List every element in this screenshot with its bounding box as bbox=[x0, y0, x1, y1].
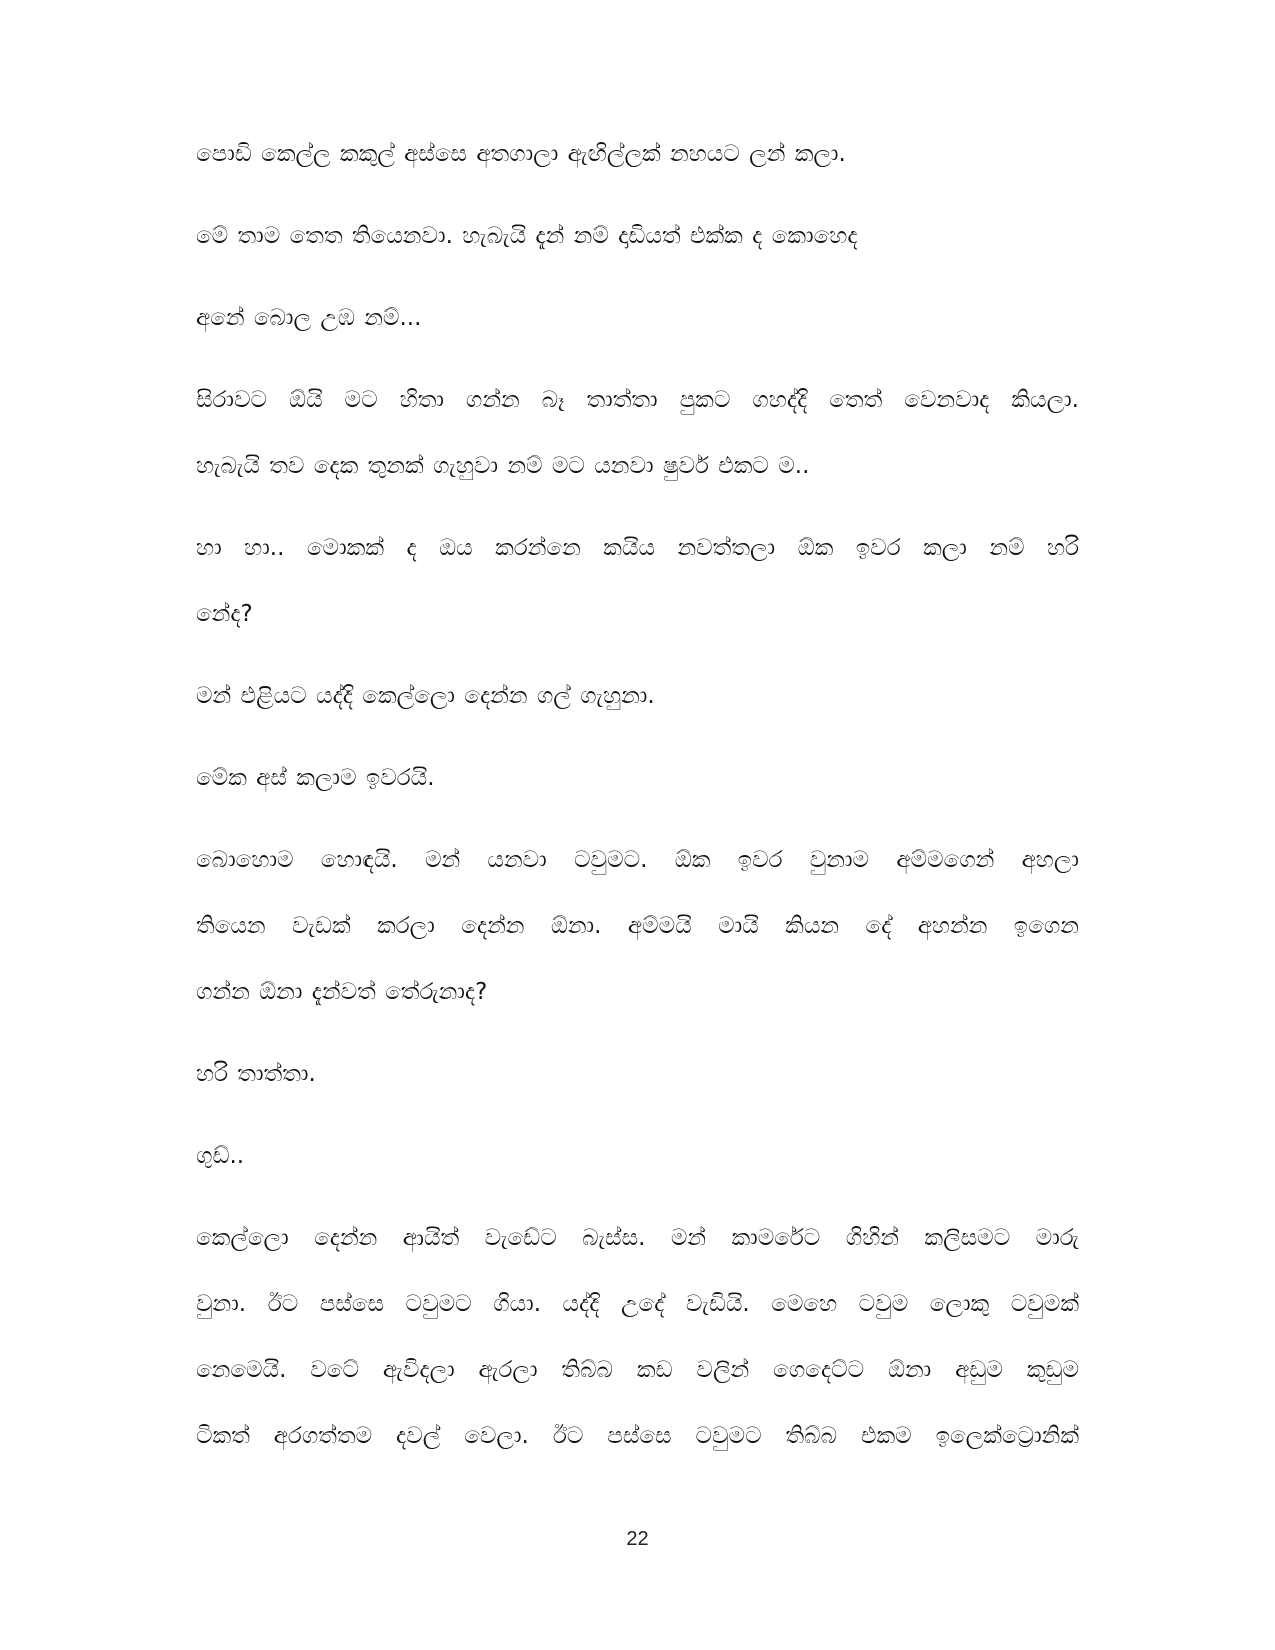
text-line: හරි තාත්තා. bbox=[196, 1061, 316, 1087]
text-line: ගුඩ්.. bbox=[196, 1143, 245, 1169]
text-line: තියෙන වැඩක් කරලා දෙන්න ඕනා. අම්මයි මායි කියන දේ අහන්න ඉගෙන bbox=[196, 913, 1079, 939]
body-text bbox=[196, 138, 1079, 1452]
text-line: ගන්න ඕනා දැන්වත් තේරුනාද? bbox=[196, 979, 488, 1005]
text-line: බොහොම හොඳයි. මන් යනවා ටවුමට. ඕක ඉවර වුනාම අම්මගෙන් අහලා bbox=[196, 847, 1079, 873]
page-number: 22 bbox=[626, 1528, 649, 1550]
text-line: හා හා.. මොකක් ද ඔය කරන්නෙ කයිය නවත්තලා ඕක ඉවර කලා නම් හරි bbox=[196, 535, 1079, 561]
text-line: කෙල්ලො දෙන්න ආයිත් වැඩේට බැස්ස. මන් කාමරේට ගිහින් කලිසමට මාරු bbox=[196, 1225, 1079, 1251]
text-line: අනේ බොල උඹ නම්... bbox=[196, 305, 422, 331]
text-line: හැබැයි තව දෙක තුනක් ගැහුවා නම් මට යනවා ෂුවර් එකට ම.. bbox=[196, 453, 810, 479]
text-line: වුනා. ඊට පස්සෙ ටවුමට ගියා. යද්දි උදේ වැඩියි. මෙහෙ ටවුම ලොකු ටවුමක් bbox=[196, 1291, 1079, 1317]
text-line: නෙමෙයි. වටේ ඇවිදලා ඇරලා තිබ්බ කඩ වලින් ගෙදෙට්ට ඕනා අඩුම කුඩුම bbox=[196, 1357, 1079, 1383]
text-line: පොඩි කෙල්ල කකුල් අස්සෙ අතගාලා ඇඟිල්ලක් නහයට ලන් කලා. bbox=[196, 141, 846, 167]
text-line: ටිකත් අරගත්තම දවල් වෙලා. ඊට පස්සෙ ටවුමට තිබ්බ එකම ඉලෙක්ට්‍රොනික් bbox=[196, 1423, 1079, 1449]
text-line: මන් එළියට යද්දි කෙල්ලො දෙන්න ගල් ගැහුනා. bbox=[196, 683, 655, 709]
text-line: නේද? bbox=[196, 601, 253, 627]
text-line: මේක අස් කලාම ඉවරයි. bbox=[196, 765, 435, 791]
text-line: සිරාවට ඕයි මට හිතා ගන්න බෑ තාත්තා පුකට ගහද්දි තෙත් වෙනවාද කියලා. bbox=[196, 387, 1079, 413]
text-line: මේ තාම තෙත තියෙනවා. හැබැයි දැන් නම් දාඩියත් එක්ක ද කොහෙද bbox=[196, 223, 858, 249]
